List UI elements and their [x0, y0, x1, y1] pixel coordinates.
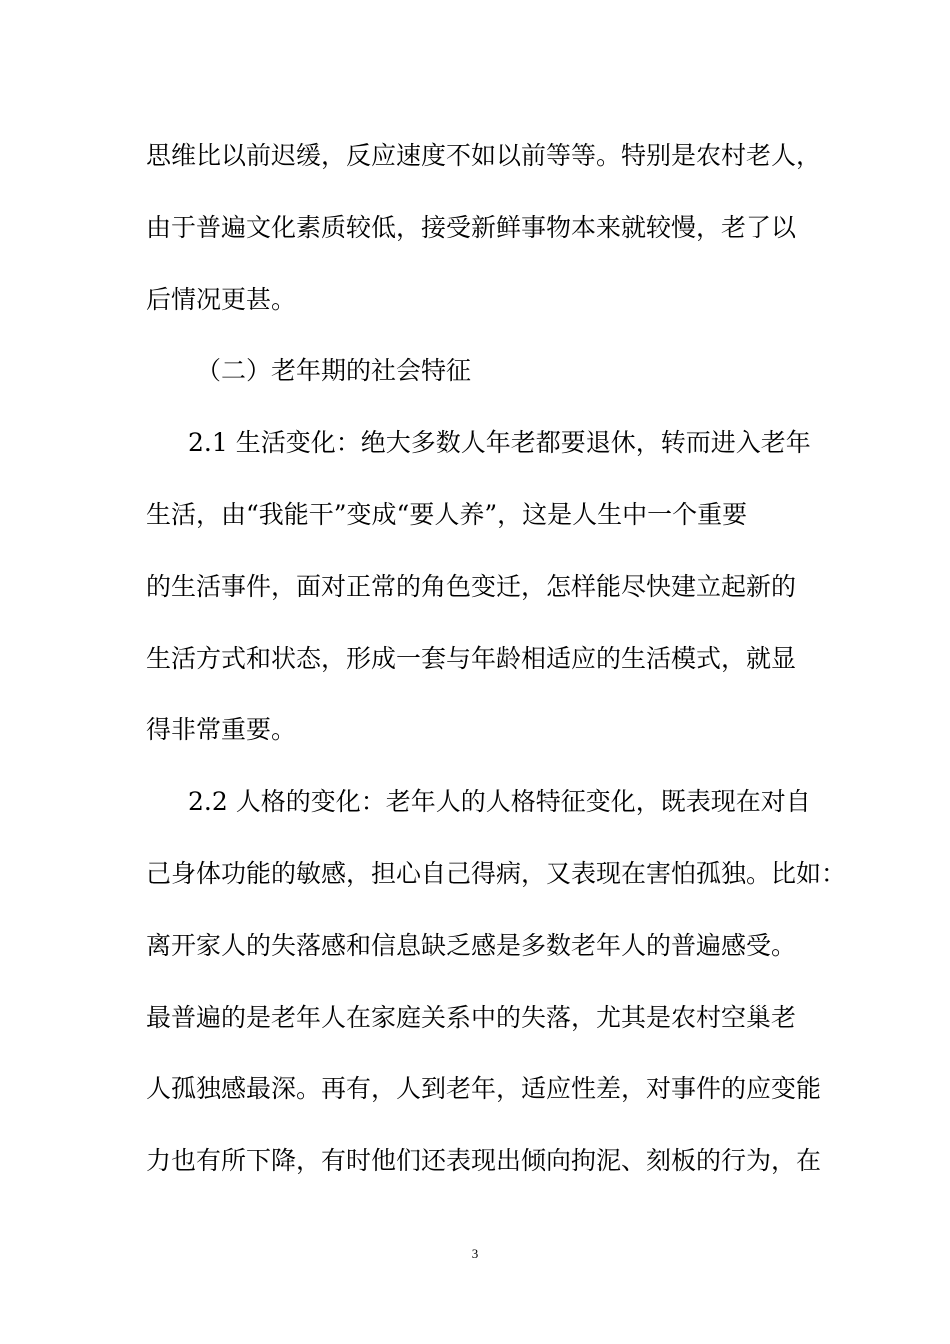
text-line: 离开家人的失落感和信息缺乏感是多数老年人的普遍感受。 [146, 930, 797, 960]
text-line: 己身体功能的敏感，担心自己得病，又表现在害怕孤独。比如： [146, 858, 847, 888]
text-line: 生活，由“我能干”变成“要人养”，这是人生中一个重要 [146, 499, 748, 529]
text-line: 生活方式和状态，形成一套与年龄相适应的生活模式，就显 [146, 643, 797, 673]
text-line: 最普遍的是老年人在家庭关系中的失落，尤其是农村空巢老 [146, 1002, 797, 1032]
text-line: 2.1 生活变化：绝大多数人年老都要退休，转而进入老年 [188, 428, 811, 458]
text-line: 由于普遍文化素质较低，接受新鲜事物本来就较慢，老了以 [146, 212, 797, 242]
text-line: 得非常重要。 [146, 715, 297, 745]
page-number: 3 [471, 1246, 479, 1261]
text-line: 人孤独感最深。再有，人到老年，适应性差，对事件的应变能 [146, 1074, 822, 1104]
text-line: 力也有所下降，有时他们还表现出倾向拘泥、刻板的行为，在 [146, 1146, 822, 1176]
text-line: 思维比以前迟缓，反应速度不如以前等等。特别是农村老人， [146, 141, 822, 170]
section-heading: （二）老年期的社会特征 [196, 356, 472, 386]
text-line: 后情况更甚。 [146, 284, 297, 314]
body-text [146, 120, 847, 1197]
text-line: 2.2 人格的变化：老年人的人格特征变化，既表现在对自 [188, 787, 811, 817]
text-line: 的生活事件，面对正常的角色变迁，怎样能尽快建立起新的 [146, 571, 797, 601]
